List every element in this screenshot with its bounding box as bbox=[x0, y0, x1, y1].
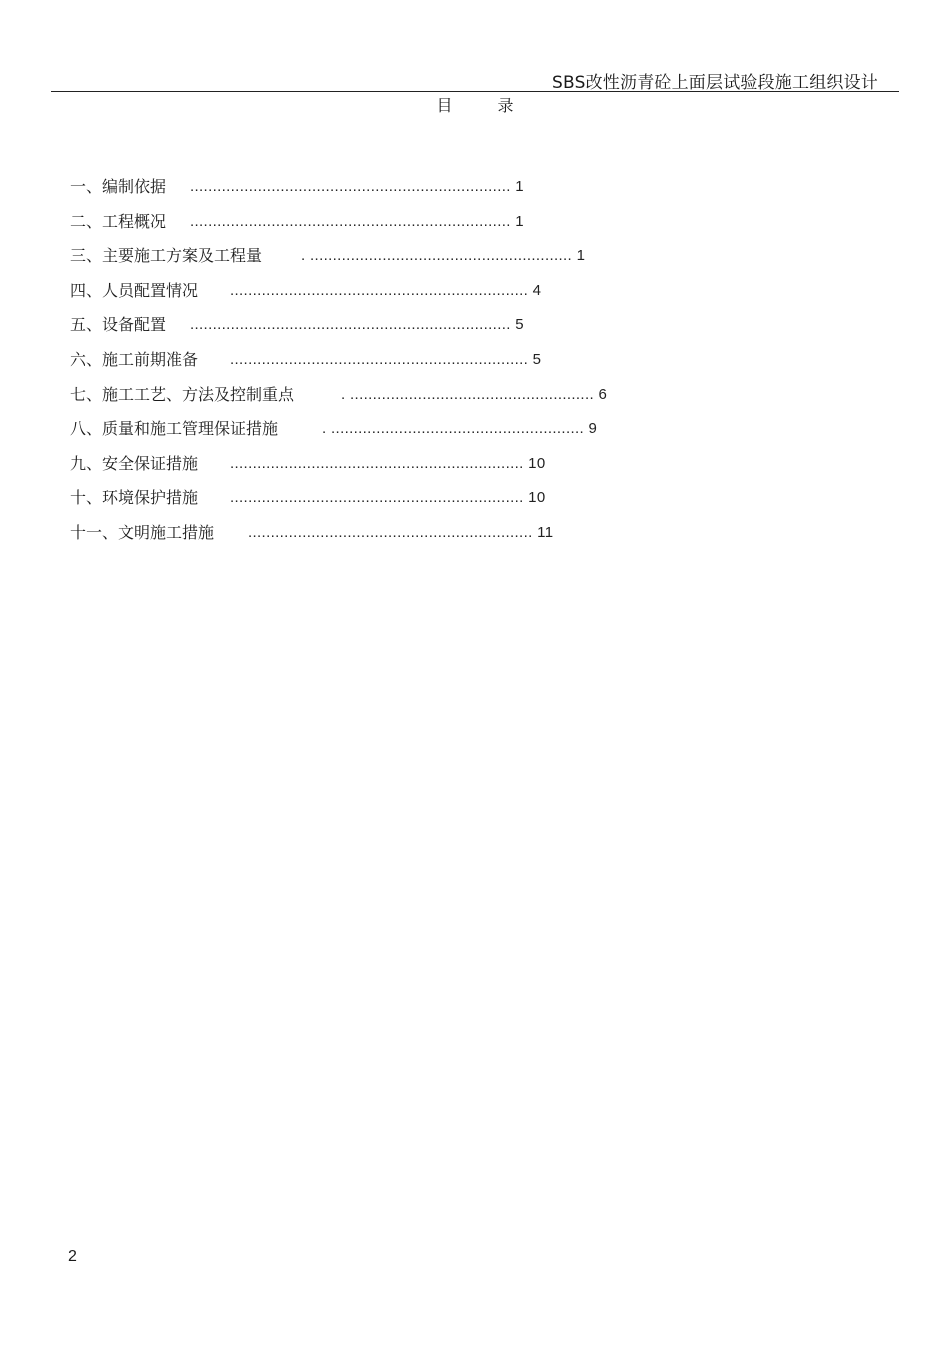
table-of-contents bbox=[70, 175, 710, 556]
toc-entry-leader-page: ....................................................................... 1 bbox=[190, 212, 524, 230]
toc-entry-title: 二、工程概况 bbox=[70, 211, 167, 231]
toc-entry[interactable] bbox=[70, 175, 710, 210]
toc-entry-leader-page: . .......................................................... 1 bbox=[301, 247, 586, 265]
toc-entry[interactable] bbox=[70, 210, 710, 245]
toc-entry-leader-page: .................................................................. 5 bbox=[230, 350, 542, 368]
toc-entry-leader-page: . ...................................................... 6 bbox=[341, 385, 608, 403]
document-header-title: SBS改性沥青砼上面层试验段施工组织设计 bbox=[552, 73, 878, 93]
toc-entry-title: 三、主要施工方案及工程量 bbox=[70, 246, 263, 266]
toc-entry[interactable] bbox=[70, 521, 710, 556]
toc-entry-title: 一、编制依据 bbox=[70, 177, 167, 196]
toc-entry-title: 四、人员配置情况 bbox=[70, 280, 199, 300]
toc-heading: 目 录 bbox=[436, 96, 534, 115]
toc-entry[interactable] bbox=[70, 452, 710, 487]
toc-entry-title: 八、质量和施工管理保证措施 bbox=[70, 419, 279, 439]
toc-entry-leader-page: .................................................................. 4 bbox=[230, 281, 542, 299]
toc-entry-leader-page: ................................................................. 10 bbox=[230, 454, 546, 472]
toc-entry-title: 十一、文明施工措施 bbox=[70, 522, 215, 542]
toc-entry[interactable] bbox=[70, 348, 710, 383]
toc-entry-title: 十、环境保护措施 bbox=[70, 488, 199, 508]
toc-entry-leader-page: ............................................................... 11 bbox=[248, 523, 554, 541]
toc-entry-leader-page: . ........................................................ 9 bbox=[322, 420, 598, 438]
toc-entry-title: 七、施工工艺、方法及控制重点 bbox=[70, 384, 295, 404]
toc-entry[interactable] bbox=[70, 313, 710, 348]
toc-entry-title: 五、设备配置 bbox=[70, 315, 167, 335]
toc-entry-leader-page: ....................................................................... 1 bbox=[190, 178, 524, 195]
toc-entry-leader-page: ................................................................. 10 bbox=[230, 489, 546, 507]
toc-entry[interactable] bbox=[70, 417, 710, 452]
toc-entry-leader-page: ....................................................................... 5 bbox=[190, 316, 524, 334]
toc-entry-title: 九、安全保证措施 bbox=[70, 453, 199, 473]
toc-entry[interactable] bbox=[70, 244, 710, 279]
toc-entry[interactable] bbox=[70, 383, 710, 418]
header-rule bbox=[51, 91, 899, 92]
toc-entry-title: 六、施工前期准备 bbox=[70, 349, 199, 369]
toc-entry[interactable] bbox=[70, 486, 710, 521]
toc-entry[interactable] bbox=[70, 279, 710, 314]
page-number: 2 bbox=[68, 1248, 77, 1265]
